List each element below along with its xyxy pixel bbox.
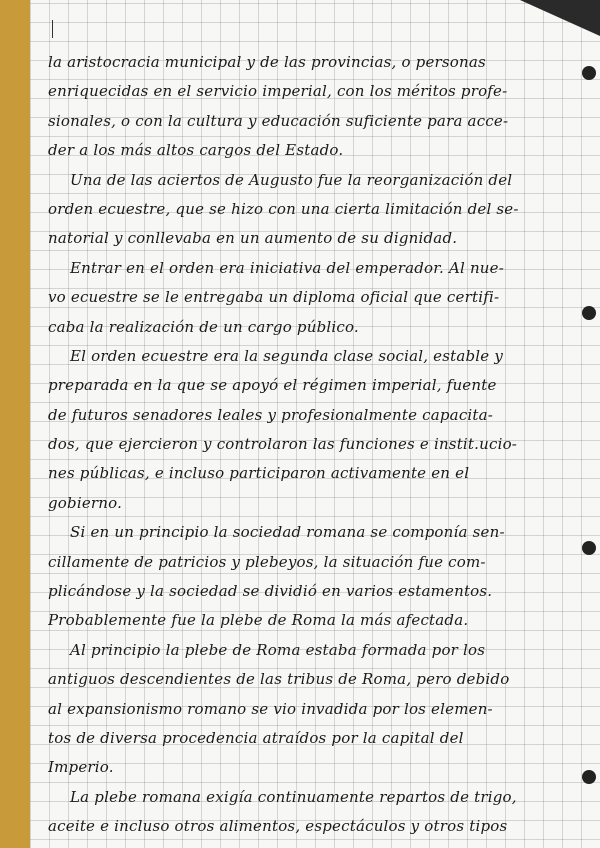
text-line: Probablemente fue la plebe de Roma la más afectada. bbox=[48, 611, 469, 630]
text-line: Si en un principio la sociedad romana se componía sen- bbox=[70, 523, 505, 542]
binder-hole bbox=[582, 66, 596, 80]
text-line: antiguos descendientes de las tribus de Roma, pero debido bbox=[48, 670, 510, 689]
text-line: La plebe romana exigía continuamente repartos de trigo, bbox=[70, 787, 517, 806]
page-corner-shadow bbox=[520, 0, 600, 36]
text-line: al expansionismo romano se vio invadida por los elemen- bbox=[48, 699, 493, 718]
text-line: Entrar en el orden era iniciativa del emperador. Al nue- bbox=[70, 258, 505, 277]
text-line: dos, que ejercieron y controlaron las funciones e instit.ucio- bbox=[48, 435, 518, 454]
text-line: aceite e incluso otros alimentos, espectáculos y otros tipos bbox=[48, 817, 508, 836]
text-line: de futuros senadores leales y profesionalmente capacita- bbox=[48, 405, 494, 424]
text-line: preparada en la que se apoyó el régimen imperial, fuente bbox=[48, 376, 497, 395]
text-line: nes públicas, e incluso participaron activamente en el bbox=[48, 464, 470, 483]
binder-hole bbox=[582, 541, 596, 555]
text-line: Al principio la plebe de Roma estaba formada por los bbox=[70, 640, 486, 659]
text-line: natorial y conllevaba en un aumento de su dignidad. bbox=[48, 229, 458, 248]
margin-mark bbox=[52, 20, 53, 38]
text-line: sionales, o con la cultura y educación suficiente para acce- bbox=[48, 111, 509, 130]
text-line: plicándose y la sociedad se dividió en varios estamentos. bbox=[48, 582, 493, 601]
handwritten-text-body bbox=[48, 48, 578, 842]
text-line: enriquecidas en el servicio imperial, con los méritos profe- bbox=[48, 82, 508, 101]
text-line: cillamente de patricios y plebeyos, la situación fue com- bbox=[48, 552, 486, 571]
text-line: Imperio. bbox=[48, 758, 114, 777]
binder-hole bbox=[582, 770, 596, 784]
text-line: gobierno. bbox=[48, 493, 123, 512]
text-line: Una de las aciertos de Augusto fue la reorganización del bbox=[70, 170, 513, 189]
text-line: caba la realización de un cargo público. bbox=[48, 317, 359, 336]
text-line: tos de diversa procedencia atraídos por la capital del bbox=[48, 728, 464, 747]
notebook-spine bbox=[0, 0, 30, 848]
binder-hole bbox=[582, 306, 596, 320]
text-line: der a los más altos cargos del Estado. bbox=[48, 141, 344, 160]
text-line: la aristocracia municipal y de las provincias, o personas bbox=[48, 53, 486, 71]
text-line: El orden ecuestre era la segunda clase social, estable y bbox=[70, 346, 504, 365]
text-line: vo ecuestre se le entregaba un diploma oficial que certifi- bbox=[48, 288, 500, 307]
text-line: orden ecuestre, que se hizo con una cierta limitación del se- bbox=[48, 199, 519, 218]
